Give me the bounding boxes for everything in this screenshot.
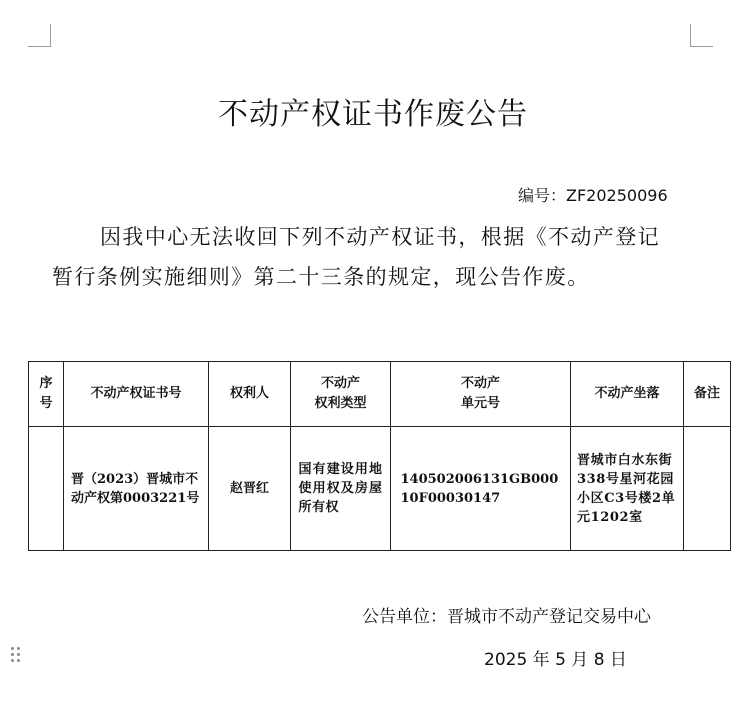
header-unit-no: 不动产 单元号 <box>391 362 571 427</box>
announcer-name: 晋城市不动产登记交易中心 <box>447 607 651 627</box>
document-number <box>518 183 668 206</box>
cell-cert-no: 晋（2023）晋城市不动产权第0003221号 <box>64 427 209 551</box>
cell-holder: 赵晋红 <box>209 427 291 551</box>
document-number-label: 编号： <box>518 186 567 205</box>
header-right-type: 不动产 权利类型 <box>291 362 391 427</box>
announcer-label: 公告单位： <box>362 607 447 627</box>
cell-unit-no: 140502006131GB00010F00030147 <box>391 427 571 551</box>
page-corner-mark-top-left <box>28 24 51 47</box>
cell-right-type: 国有建设用地使用权及房屋所有权 <box>291 427 391 551</box>
drag-handle-icon[interactable] <box>11 647 21 663</box>
table-row <box>29 427 731 551</box>
header-remark: 备注 <box>684 362 731 427</box>
header-cert-no: 不动产权证书号 <box>64 362 209 427</box>
document-number-value: ZF20250096 <box>566 186 668 205</box>
header-seq: 序 号 <box>29 362 64 427</box>
certificate-table <box>28 361 731 551</box>
document-title: 不动产权证书作废公告 <box>218 97 528 132</box>
cell-remark <box>684 427 731 551</box>
announcer <box>362 602 651 627</box>
page-corner-mark-top-right <box>690 24 713 47</box>
table-header-row <box>29 362 731 427</box>
body-paragraph-line-1: 因我中心无法收回下列不动产权证书，根据《不动产登记 <box>100 225 660 249</box>
announcement-date: 2025 年 5 月 8 日 <box>484 650 627 670</box>
cell-seq <box>29 427 64 551</box>
header-holder: 权利人 <box>209 362 291 427</box>
cell-location: 晋城市白水东街338号星河花园小区C3号楼2单元1202室 <box>571 427 684 551</box>
body-paragraph-line-2: 暂行条例实施细则》第二十三条的规定，现公告作废。 <box>52 265 590 289</box>
header-location: 不动产坐落 <box>571 362 684 427</box>
